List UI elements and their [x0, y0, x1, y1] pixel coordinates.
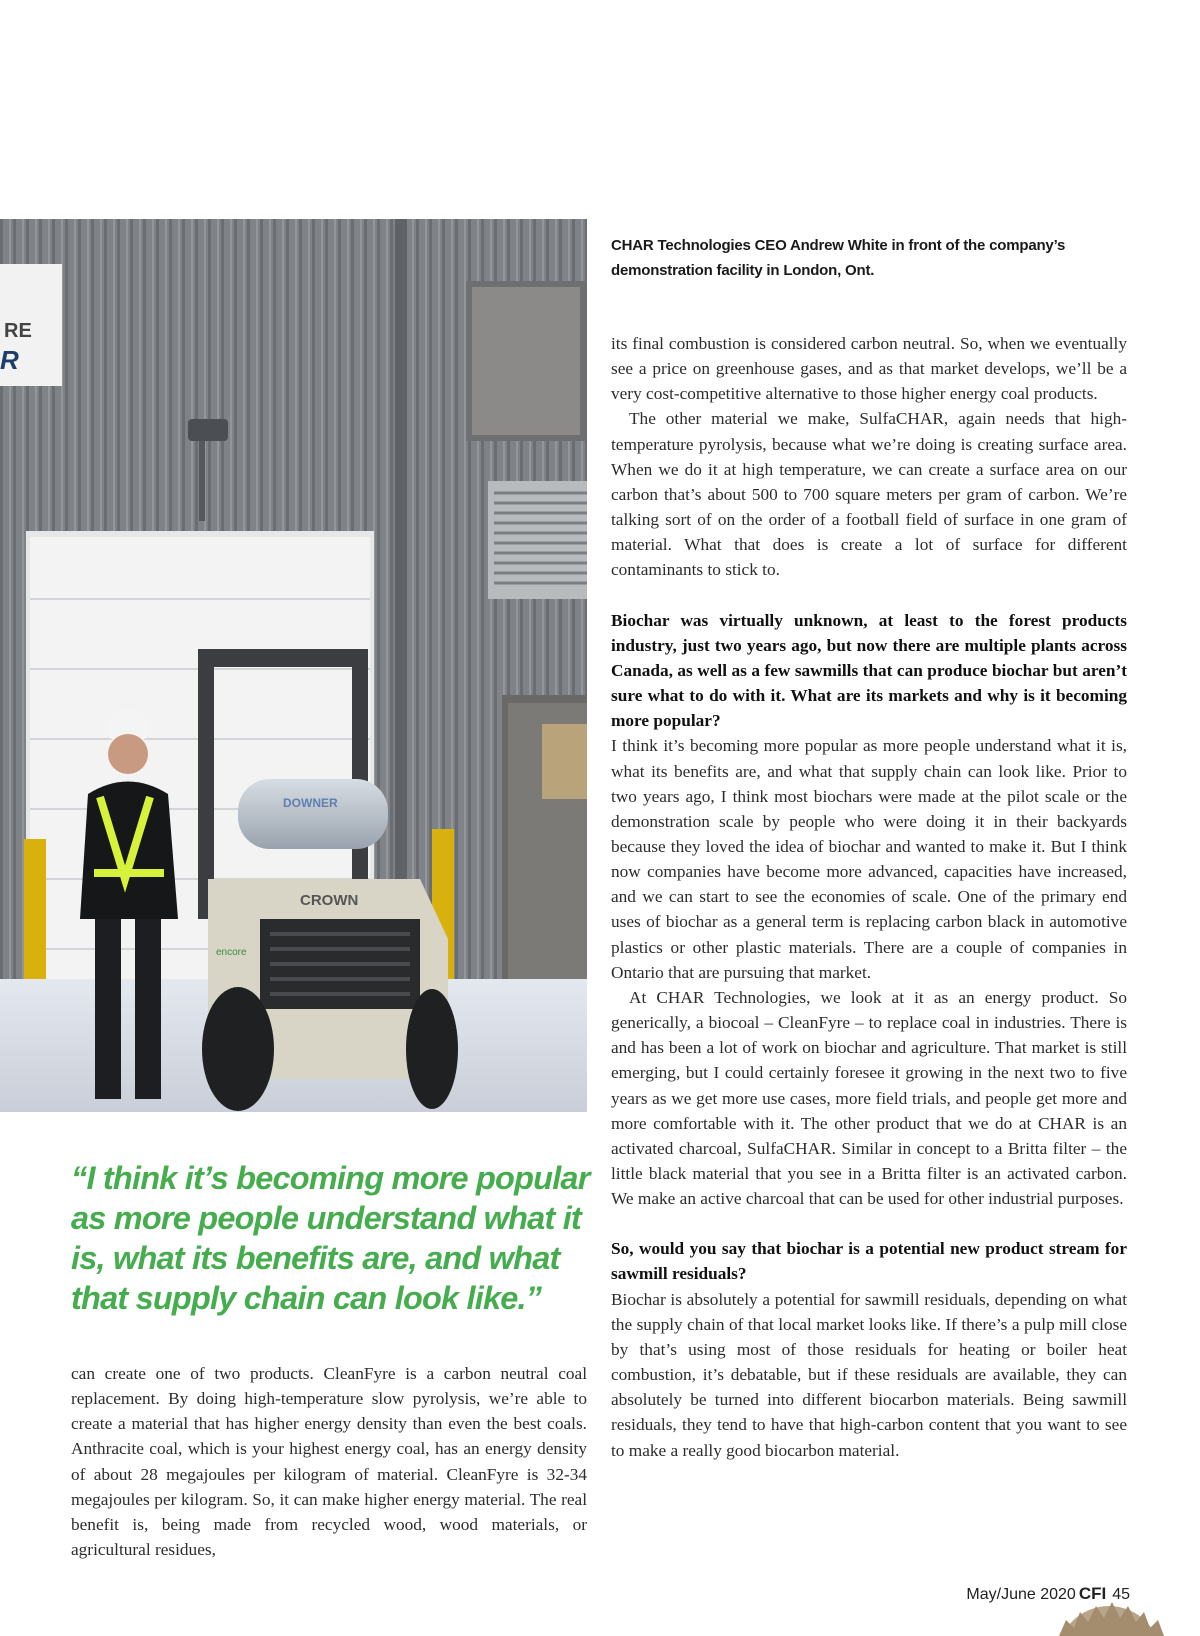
right-column: [611, 331, 1127, 1463]
forklift-model-label: encore: [216, 947, 247, 958]
paragraph: Biochar is absolutely a potential for sawmill residuals, depending on what the supply chain of that local market looks like. If there’s a pulp mill close by that’s using most of those residuals for heating or boiler heat combustion, it’s debatable, but if these residuals are available, they can absolutely be turned into different biocarbon materials. Being sawmill residuals, they tend to have that high-carbon content that you want to see to make a really good biocarbon material.: [611, 1289, 1127, 1460]
issue-date: May/June 2020: [966, 1586, 1076, 1603]
forklift-brand-label: CROWN: [300, 892, 359, 909]
spacer: [611, 583, 1127, 608]
saw-blade-icon: [1054, 1598, 1164, 1636]
photo-caption: CHAR Technologies CEO Andrew White in front of the company’s demonstration facility in London, Ont.: [611, 237, 1066, 279]
paragraph: can create one of two products. CleanFyre is a carbon neutral coal replacement. By doing high-temperature slow pyrolysis, we’re able to create a material that has higher energy density than even the best coals. Anthracite coal, which is your highest energy coal, has an energy density of about 28 megajoules per kilogram of material. CleanFyre is 32-34 megajoules per kilogram. So, it can make higher energy material. The real benefit is, being made from recycled wood, wood materials, or agricultural residues,: [71, 1364, 587, 1560]
photo-forklift-building-icon: [0, 219, 587, 1112]
magazine-name: CFI: [1078, 1584, 1107, 1603]
page-number: 45: [1112, 1586, 1130, 1603]
tank-label: DOWNER: [283, 796, 338, 810]
paragraph: The other material we make, SulfaCHAR, again needs that high-temperature pyrolysis, because what we’re doing is creating surface area. When we do it at high temperature, we can create a surface area on our carbon that’s about 500 to 700 square meters per gram of carbon. We’re talking sort of on the order of a football field of surface in one gram of material. What that does is create a lot of surface for different contaminants to stick to.: [611, 409, 1127, 580]
paragraph: its final combustion is considered carbon neutral. So, when we eventually see a price on greenhouse gases, and as that market develops, we’ll be a very cost-competitive alternative to those higher energy coal products.: [611, 334, 1127, 404]
interview-question: So, would you say that biochar is a potential new product stream for sawmill residuals?: [611, 1239, 1127, 1284]
paragraph: I think it’s becoming more popular as more people understand what it is, what its benefits are, and what that supply chain can look like. Prior to two years ago, I think most biochars were made at the pilot scale or the demonstration scale by people who were doing it in their backyards because they loved the idea of biochar and wanted to make it. But I think now companies have become more advanced, capacities have increased, and we can start to see the economies of scale. One of the primary end uses of biochar as a general term is replacing carbon black in automotive plastics or other plastic materials. There are a couple of companies in Ontario that are pursuing that market.: [611, 736, 1127, 982]
interview-question: Biochar was virtually unknown, at least to the forest products industry, just two years ago, but now there are multiple plants across Canada, as well as a few sawmills that can produce biochar but aren’t sure what to do with it. What are its markets and why is it becoming more popular?: [611, 610, 1127, 731]
svg-text:R: R: [0, 345, 19, 375]
pull-quote: “I think it’s becoming more popular as more people understand what it is, what its benefits are, and what that supply chain can look like.”: [71, 1160, 590, 1316]
svg-text:RE: RE: [4, 320, 32, 342]
spacer: [611, 1211, 1127, 1236]
article-photo: [0, 219, 587, 1112]
paragraph: At CHAR Technologies, we look at it as an energy product. So generically, a biocoal – CleanFyre – to replace coal in industries. There is and has been a lot of work on biochar and agriculture. That market is still emerging, but I could certainly foresee it growing in the next two to five years as we get more use cases, more field trials, and people get more and more comfortable with it. The other product that we do at CHAR is an activated charcoal, SulfaCHAR. Similar in concept to a Britta filter – the little black material that you see in a Britta filter is an activated carbon. We make an active charcoal that can be used for other industrial purposes.: [611, 987, 1127, 1209]
left-column: [71, 1361, 587, 1562]
